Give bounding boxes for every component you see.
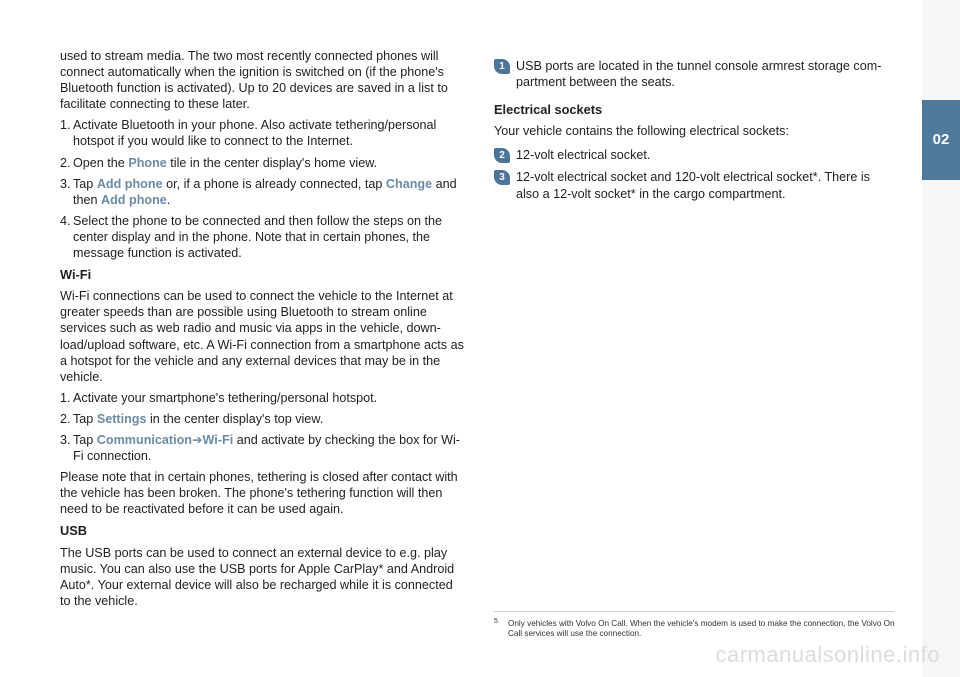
step-number: 2.: [60, 411, 71, 426]
wifi-step-1: [60, 390, 466, 406]
sockets-heading: Electrical sockets: [494, 102, 603, 118]
bt-step-3: [60, 176, 466, 208]
step-text: Open the: [73, 155, 129, 170]
step-number: 3.: [60, 176, 71, 191]
ui-term-add-phone: Add phone: [96, 176, 163, 191]
intro-paragraph: used to stream media. The two most recently connected phones will connect automatically when the ignition is switched on (if the phone's Bluetooth function is activated). Up to 20 devices are saved in a list to facilitate connecting to these later.: [60, 49, 448, 112]
callout-3: [494, 169, 894, 201]
callout-number-badge: 3: [494, 170, 510, 185]
wifi-paragraph: Wi-Fi connections can be used to connect the vehicle to the Internet at greater speeds than are possible using Bluetooth to stream online services such as web radio and music via apps in the vehicle, down-load/upload software, etc. A Wi-Fi connection from a smartphone acts as a hotspot for the vehicle and any external devices that may be in the vehicle.: [60, 289, 464, 384]
step-text: .: [166, 192, 171, 207]
ui-term-change: Change: [385, 176, 433, 191]
footnote-text: Only vehicles with Volvo On Call. When the vehicle's modem is used to make the connection, the Volvo On Call services will use the connection.: [508, 619, 895, 638]
ui-term-settings: Settings: [96, 411, 147, 426]
callout-number-badge: 1: [494, 59, 510, 74]
step-text: and activate by checking the box for Wi-Fi connection.: [73, 432, 461, 464]
footnote-number: 5: [494, 618, 498, 625]
left-column: [60, 48, 466, 614]
callout-1: [494, 58, 894, 90]
usb-heading: USB: [60, 523, 88, 539]
footnote: [494, 619, 896, 639]
chapter-tab[interactable]: [922, 100, 960, 180]
chapter-tab-label: 02: [932, 130, 950, 148]
usb-paragraph: The USB ports can be used to connect an external device to e.g. play music. You can also use the USB ports for Apple CarPlay* and Android Auto*. Your external device will also be recharged while it is connected to the vehicle.: [60, 545, 455, 608]
step-text: Tap: [73, 411, 97, 426]
step-text: and then: [73, 176, 457, 207]
callout-2: [494, 147, 894, 163]
step-number: 1.: [60, 118, 71, 133]
ui-term-communication: Communication: [96, 432, 192, 447]
step-number: 1.: [60, 390, 71, 405]
callout-text: 12-volt electrical socket.: [516, 148, 651, 163]
bt-step-4: [60, 213, 466, 261]
ui-term-wifi: Wi-Fi: [202, 432, 234, 447]
step-text: or, if a phone is already connected, tap: [162, 176, 386, 191]
step-text: Activate your smartphone's tethering/personal hotspot.: [73, 390, 378, 405]
right-column: [494, 58, 894, 208]
ui-term-phone: Phone: [128, 155, 167, 170]
wifi-note: Please note that in certain phones, tethering is closed after contact with the vehicle has been broken. The phone's tethering function will then need to be reactivated before it can be used again.: [60, 470, 458, 517]
callout-number-badge: 2: [494, 148, 510, 163]
step-text: Tap: [73, 176, 97, 191]
arrow-right-icon: ➔: [191, 432, 203, 447]
wifi-step-2: [60, 411, 466, 427]
watermark: carmanualsonline.info: [715, 641, 940, 667]
bt-step-1: [60, 117, 466, 149]
callout-text: USB ports are located in the tunnel console armrest storage com-partment between the seats.: [516, 59, 882, 90]
ui-term-add-phone: Add phone: [101, 192, 167, 207]
wifi-step-3: [60, 432, 466, 464]
step-text: Tap: [73, 432, 97, 447]
step-text: Select the phone to be connected and then follow the steps on the center display and in the phone. Note that in certain phones, the message function is activated.: [73, 213, 442, 261]
bt-step-2: [60, 155, 466, 171]
step-number: 4.: [60, 213, 71, 228]
step-text: in the center display's top view.: [146, 411, 324, 426]
wifi-heading: Wi-Fi: [60, 267, 92, 283]
step-number: 2.: [60, 155, 71, 170]
callout-text: 12-volt electrical socket and 120-volt electrical socket*. There is also a 12-volt socket* in the cargo compartment.: [516, 170, 870, 201]
step-text: tile in the center display's home view.: [166, 155, 378, 170]
footnote-divider: [494, 611, 894, 612]
step-text: Activate Bluetooth in your phone. Also activate tethering/personal hotspot if you would like to connect to the Internet.: [73, 118, 437, 149]
step-number: 3.: [60, 432, 71, 447]
sockets-intro: Your vehicle contains the following electrical sockets:: [494, 124, 789, 139]
